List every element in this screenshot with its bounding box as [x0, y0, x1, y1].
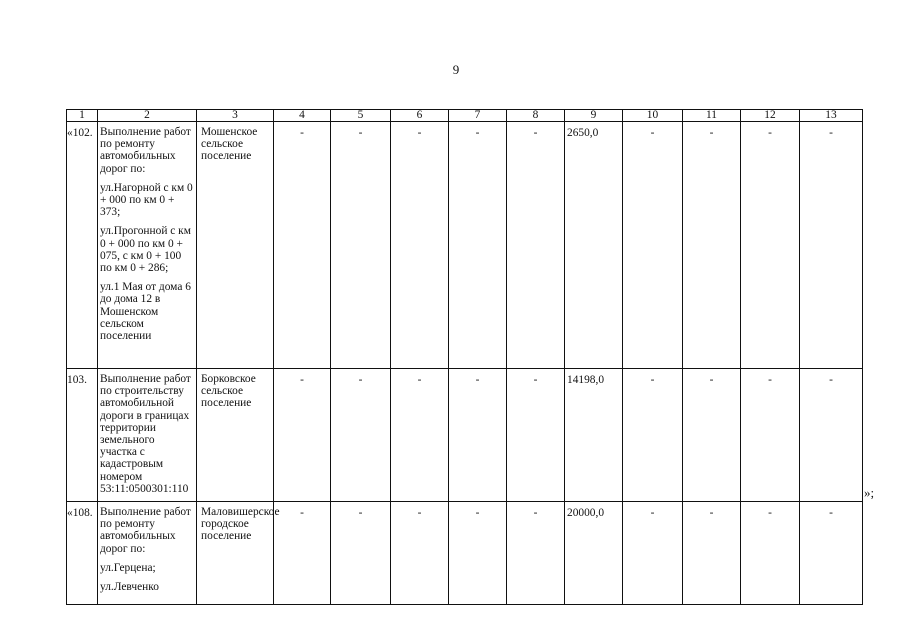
header-cell-5: 5: [331, 110, 391, 122]
cell-col-13: -: [800, 369, 863, 502]
cell-col-7: -: [449, 502, 507, 605]
cell-col-4: -: [274, 369, 331, 502]
table-row: [67, 122, 863, 369]
closing-quote: »;: [864, 485, 875, 500]
description-line: ул.Нагорной с км 0 + 000 по км 0 + 373;: [100, 181, 193, 219]
cell-col-4: -: [274, 122, 331, 369]
cell-col-12: -: [741, 502, 800, 605]
description-line: ул.Левченко: [100, 581, 159, 594]
cell-col-11: -: [683, 369, 741, 502]
amount-cell: 2650,0: [565, 122, 623, 369]
cell-col-7: -: [449, 122, 507, 369]
cell-col-10: -: [623, 369, 683, 502]
row-number: «102.: [67, 122, 98, 369]
cell-col-6: -: [391, 369, 449, 502]
row-number: 103.: [67, 369, 98, 502]
header-cell-10: 10: [623, 110, 683, 122]
description-line: Выполнение работ по ремонту автомобильных дорог по:: [100, 506, 191, 555]
header-cell-12: 12: [741, 110, 800, 122]
cell-col-6: -: [391, 502, 449, 605]
cell-col-7: -: [449, 369, 507, 502]
cell-col-11: -: [683, 122, 741, 369]
cell-col-12: -: [741, 122, 800, 369]
header-cell-11: 11: [683, 110, 741, 122]
cell-col-10: -: [623, 122, 683, 369]
cell-col-5: -: [331, 122, 391, 369]
header-cell-13: 13: [800, 110, 863, 122]
work-description: [98, 369, 197, 502]
header-cell-8: 8: [507, 110, 565, 122]
header-cell-3: 3: [197, 110, 274, 122]
table-row: [67, 369, 863, 502]
cell-col-5: -: [331, 369, 391, 502]
description-line: ул.1 Мая от дома 6 до дома 12 в Мошенском сельском поселении: [100, 281, 191, 343]
table-row: [67, 502, 863, 605]
page-number: 9: [452, 62, 460, 77]
cell-col-12: -: [741, 369, 800, 502]
cell-col-8: -: [507, 502, 565, 605]
header-cell-6: 6: [391, 110, 449, 122]
executor: Маловишерское городское поселение: [197, 502, 274, 605]
amount-cell: 20000,0: [565, 502, 623, 605]
description-line: ул.Герцена;: [100, 561, 156, 574]
executor: Борковское сельское поселение: [197, 369, 274, 502]
work-description: [98, 122, 197, 369]
cell-col-4: -: [274, 502, 331, 605]
amount-cell: 14198,0: [565, 369, 623, 502]
cell-col-6: -: [391, 122, 449, 369]
cell-col-8: -: [507, 122, 565, 369]
description-line: Выполнение работ по ремонту автомобильных дорог по:: [100, 126, 191, 175]
description-line: ул.Прогонной с км 0 + 000 по км 0 + 075, с км 0 + 100 по км 0 + 286;: [100, 225, 191, 275]
cell-col-5: -: [331, 502, 391, 605]
executor: Мошенское сельское поселение: [197, 122, 274, 369]
header-cell-4: 4: [274, 110, 331, 122]
budget-table: [66, 109, 863, 605]
cell-col-13: -: [800, 122, 863, 369]
header-cell-1: 1: [67, 110, 98, 122]
header-cell-7: 7: [449, 110, 507, 122]
header-row: [67, 110, 863, 122]
row-number: «108.: [67, 502, 98, 605]
cell-col-13: -: [800, 502, 863, 605]
work-description: [98, 502, 197, 605]
cell-col-11: -: [683, 502, 741, 605]
header-cell-9: 9: [565, 110, 623, 122]
cell-col-8: -: [507, 369, 565, 502]
cell-col-10: -: [623, 502, 683, 605]
description-line: Выполнение работ по строительству автомобильной дороги в границах территории земельного участка с кадастровым номером 53:11:0500301:110: [100, 373, 191, 495]
header-cell-2: 2: [98, 110, 197, 122]
